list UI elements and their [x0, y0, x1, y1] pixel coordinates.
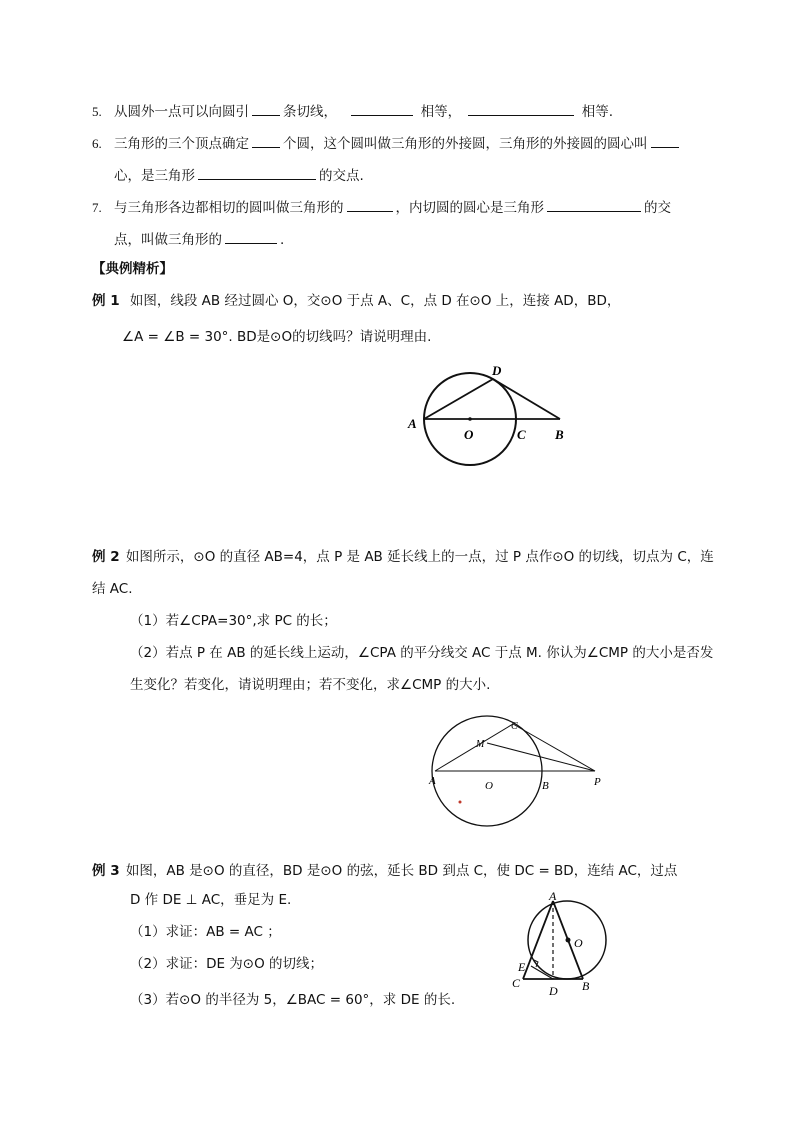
label-d: D — [492, 363, 502, 378]
label-o: O — [574, 936, 583, 950]
example-3-sub-1: （1）求证：AB = AC ； — [130, 924, 281, 940]
answer-blank[interactable] — [651, 133, 679, 148]
question-number: 6. — [92, 136, 102, 151]
label-a: A — [549, 890, 557, 903]
label-c: C — [517, 427, 526, 442]
question-text: 的交 — [644, 200, 672, 216]
question-text: 三角形的三个顶点确定 — [114, 136, 250, 152]
question-text: . — [280, 232, 285, 248]
question-text: ，内切圆的圆心是三角形 — [395, 200, 545, 216]
example-text: 如图，线段 AB 经过圆心 O，交⊙O 于点 A、C，点 D 在⊙O 上，连接 AD，BD， — [129, 293, 621, 309]
segment-ac — [435, 724, 513, 771]
example-3-sub-3: （3）若⊙O 的半径为 5，∠BAC = 60°，求 DE 的长. — [130, 992, 456, 1008]
answer-blank[interactable] — [468, 101, 574, 116]
label-b: B — [542, 780, 549, 792]
tangent-pc — [513, 724, 595, 771]
center-point — [468, 417, 472, 421]
answer-blank[interactable] — [252, 133, 280, 148]
question-number: 7. — [92, 200, 102, 215]
label-o: O — [464, 427, 474, 442]
example-2-line-2: 结 AC. — [92, 581, 133, 597]
example-3-figure — [508, 890, 628, 1002]
label-p: P — [594, 776, 601, 788]
example-2-figure — [425, 714, 615, 834]
label-m: M — [476, 739, 485, 750]
question-7 — [92, 197, 671, 218]
question-text: 相等. — [581, 104, 614, 120]
segment-ad — [424, 379, 493, 419]
segment-bd — [493, 379, 560, 419]
question-text: 条切线， — [283, 104, 338, 120]
answer-blank[interactable] — [347, 197, 393, 212]
label-b: B — [582, 979, 590, 993]
stray-dot — [459, 801, 462, 804]
example-2-sub-2a: （2）若点 P 在 AB 的延长线上运动，∠CPA 的平分线交 AC 于点 M. 你认为∠CMP 的大小是否发 — [130, 645, 714, 661]
section-title: 【典例精析】 — [92, 261, 173, 277]
question-7-cont — [114, 229, 284, 250]
example-2-line-1 — [92, 547, 714, 567]
label-a: A — [429, 775, 436, 787]
example-label: 例 3 — [92, 863, 120, 879]
segment-de — [531, 966, 553, 979]
answer-blank[interactable] — [351, 101, 413, 116]
label-c: C — [512, 976, 521, 990]
label-d: D — [549, 984, 558, 998]
question-text: 相等， — [420, 104, 462, 120]
bisector-pm — [487, 743, 595, 771]
question-number: 5. — [92, 104, 102, 119]
example-1-figure — [400, 360, 590, 480]
example-text: 如图所示，⊙O 的直径 AB=4，点 P 是 AB 延长线上的一点，过 P 点作⊙O 的切线，切点为 C，连 — [125, 549, 714, 565]
answer-blank[interactable] — [225, 229, 277, 244]
label-c: C — [511, 721, 518, 732]
question-text: 的交点. — [319, 168, 364, 184]
answer-blank[interactable] — [252, 101, 280, 116]
center-point — [566, 938, 571, 943]
example-3-line-1 — [92, 861, 677, 881]
question-6-cont — [114, 165, 364, 186]
label-e: E — [518, 960, 526, 974]
label-o: O — [485, 780, 493, 792]
label-a: A — [408, 416, 417, 431]
example-text: 如图，AB 是⊙O 的直径，BD 是⊙O 的弦，延长 BD 到点 C，使 DC = BD，连结 AC，过点 — [125, 863, 678, 879]
question-text: 从圆外一点可以向圆引 — [114, 104, 250, 120]
question-5 — [92, 101, 613, 122]
label-b: B — [555, 427, 564, 442]
question-text: 与三角形各边都相切的圆叫做三角形的 — [114, 200, 344, 216]
example-2-sub-2b: 生变化？若变化，请说明理由；若不变化，求∠CMP 的大小. — [130, 677, 491, 693]
question-text: 心，是三角形 — [114, 168, 195, 184]
example-1-line-2: ∠A = ∠B = 30°. BD是⊙O的切线吗？请说明理由. — [122, 329, 432, 345]
example-3-sub-2: （2）求证：DE 为⊙O 的切线； — [130, 956, 324, 972]
answer-blank[interactable] — [547, 197, 641, 212]
answer-blank[interactable] — [198, 165, 316, 180]
example-label: 例 2 — [92, 549, 120, 565]
example-1-line-1 — [92, 291, 620, 311]
question-6 — [92, 133, 682, 154]
question-text: 个圆，这个圆叫做三角形的外接圆，三角形的外接圆的圆心叫 — [283, 136, 648, 152]
question-text: 点，叫做三角形的 — [114, 232, 222, 248]
example-label: 例 1 — [92, 293, 120, 309]
example-3-line-2: D 作 DE ⊥ AC，垂足为 E. — [130, 892, 292, 908]
example-2-sub-1: （1）若∠CPA=30°,求 PC 的长； — [130, 613, 337, 629]
